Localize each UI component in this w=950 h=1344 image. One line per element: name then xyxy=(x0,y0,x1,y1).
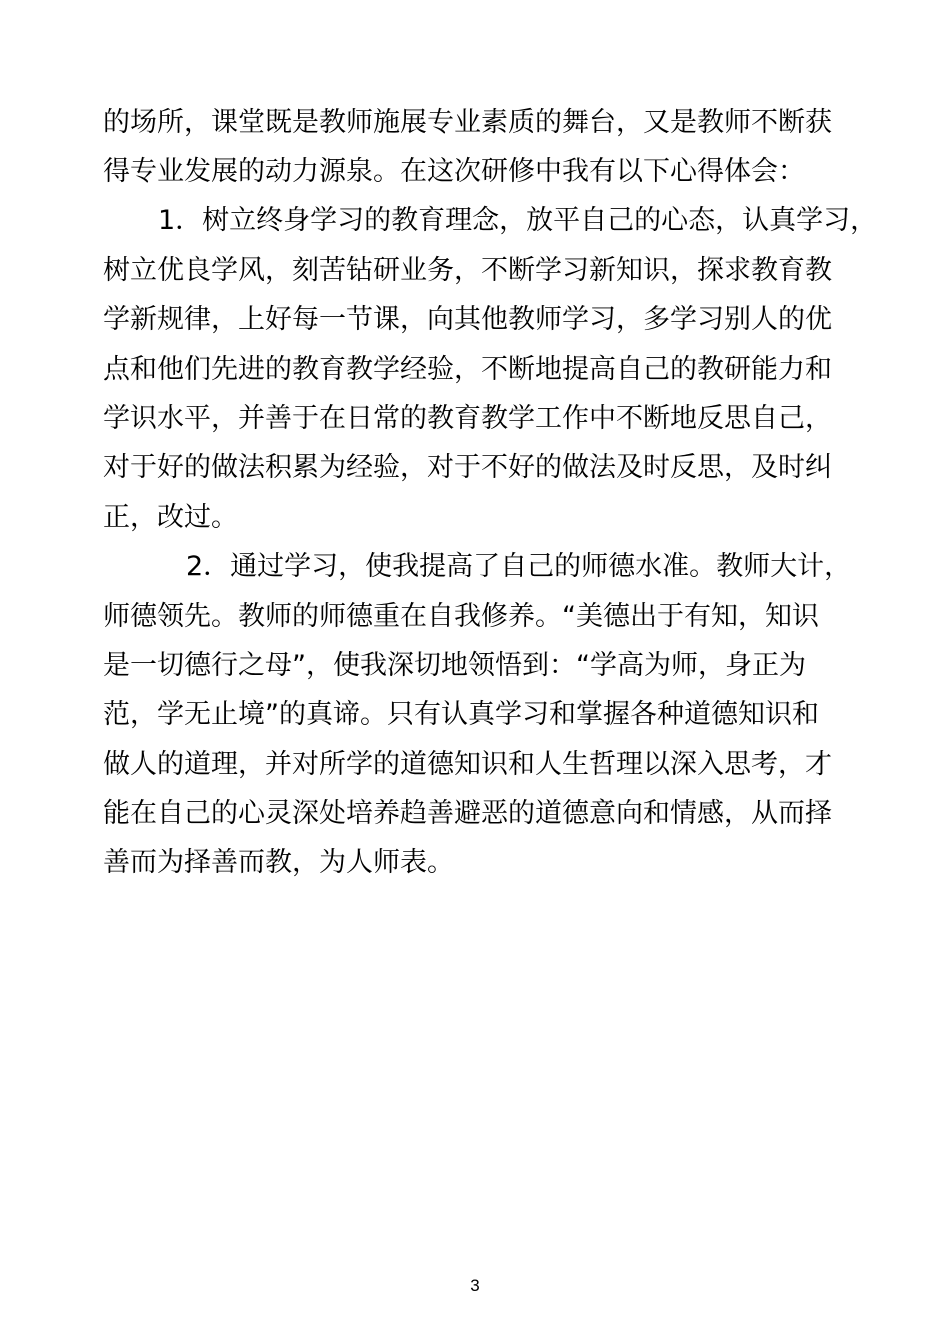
text-line: 善而为择善而教，为人师表。 xyxy=(103,847,454,878)
text-line: 2．通过学习，使我提高了自己的师德水准。教师大计， xyxy=(186,551,852,582)
text-line: 对于好的做法积累为经验，对于不好的做法及时反思，及时纠 xyxy=(103,452,832,483)
text-line: 能在自己的心灵深处培养趋善避恶的道德意向和情感，从而择 xyxy=(103,798,832,829)
text-line: 师德领先。教师的师德重在自我修养。“美德出于有知，知识 xyxy=(103,601,819,632)
text-line: 1．树立终身学习的教育理念，放平自己的心态，认真学习， xyxy=(158,205,878,236)
text-line: 学识水平，并善于在日常的教育教学工作中不断地反思自己， xyxy=(103,403,832,434)
text-line: 树立优良学风，刻苦钻研业务，不断学习新知识，探求教育教 xyxy=(103,255,832,286)
page-number: 3 xyxy=(470,1276,480,1295)
text-line: 是一切德行之母”，使我深切地领悟到：“学高为师，身正为 xyxy=(103,650,806,681)
text-line: 得专业发展的动力源泉。在这次研修中我有以下心得体会： xyxy=(103,156,805,187)
text-line: 学新规律，上好每一节课，向其他教师学习，多学习别人的优 xyxy=(103,304,832,335)
text-line: 做人的道理，并对所学的道德知识和人生哲理以深入思考，才 xyxy=(103,749,832,780)
text-line: 正，改过。 xyxy=(103,502,238,533)
text-line: 的场所，课堂既是教师施展专业素质的舞台，又是教师不断获 xyxy=(103,107,832,138)
text-line: 点和他们先进的教育教学经验，不断地提高自己的教研能力和 xyxy=(103,354,832,385)
text-line: 范，学无止境”的真谛。只有认真学习和掌握各种道德知识和 xyxy=(103,699,819,730)
